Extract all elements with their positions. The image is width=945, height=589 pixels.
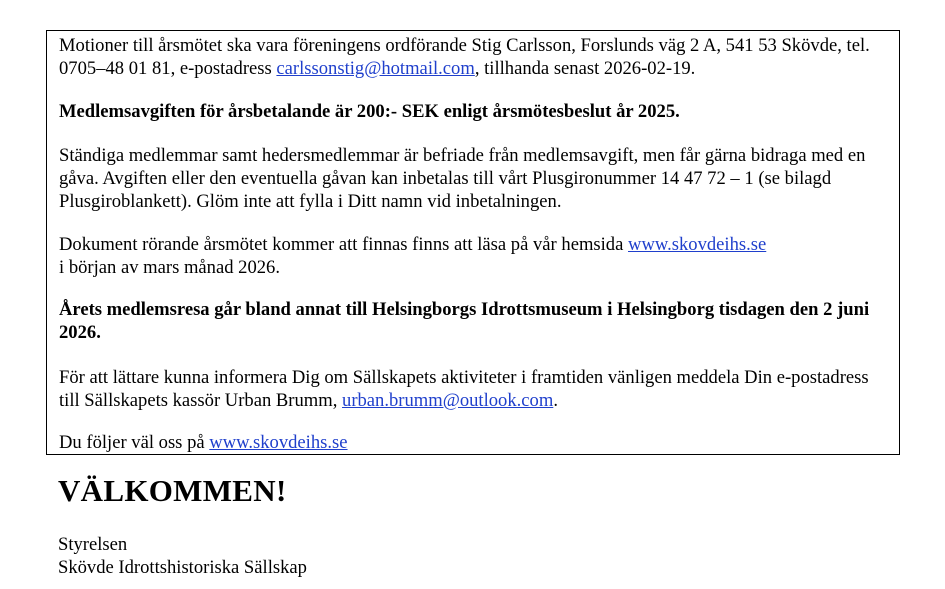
follow-website-link[interactable]: www.skovdeihs.se bbox=[209, 432, 348, 453]
signature-board: Styrelsen bbox=[58, 534, 128, 555]
documents-paragraph bbox=[59, 233, 889, 279]
documents-date-text: i början av mars månad 2026. bbox=[59, 257, 281, 278]
follow-paragraph bbox=[59, 431, 889, 454]
welcome-heading: VÄLKOMMEN! bbox=[58, 473, 287, 508]
documents-text: Dokument rörande årsmötet kommer att finnas finns att läsa på vår hemsida bbox=[59, 234, 629, 255]
email-request-paragraph bbox=[59, 366, 889, 412]
member-trip-paragraph: Årets medlemsresa går bland annat till Helsingborgs Idrottsmuseum i Helsingborg tisdagen den 2 juni 2026. bbox=[59, 299, 870, 343]
motions-paragraph bbox=[59, 34, 889, 80]
motions-text: Motioner till årsmötet ska vara föreningens ordförande Stig Carlsson, Forslunds väg 2 A, 541 53 Skövde, tel. 0705–48 01 81, e-postadress bbox=[59, 35, 870, 79]
treasurer-email-link[interactable]: urban.brumm@outlook.com bbox=[342, 390, 554, 411]
signature-society: Skövde Idrottshistoriska Sällskap bbox=[58, 557, 307, 578]
chairman-email-link[interactable]: carlssonstig@hotmail.com bbox=[276, 58, 475, 79]
email-request-text: För att lättare kunna informera Dig om Sällskapets aktiviteter i framtiden vänligen meddela Din e-postadress till Sällskapets kassör Urban Brumm, bbox=[59, 367, 869, 411]
website-link[interactable]: www.skovdeihs.se bbox=[628, 234, 767, 255]
follow-text: Du följer väl oss på bbox=[59, 432, 210, 453]
membership-fee-paragraph: Medlemsavgiften för årsbetalande är 200:- SEK enligt årsmötesbeslut år 2025. bbox=[59, 101, 680, 122]
motions-deadline-text: , tillhanda senast 2026-02-19. bbox=[474, 58, 696, 79]
notice-box bbox=[46, 30, 900, 455]
honorary-members-paragraph: Ständiga medlemmar samt hedersmedlemmar är befriade från medlemsavgift, men får gärna bidraga med en gåva. Avgiften eller den eventuella gåvan kan inbetalas till vårt Plusgironummer 14 47 72 – 1 (se bilagd Plusgiroblankett). Glöm inte att fylla i Ditt namn vid inbetalningen. bbox=[59, 145, 866, 212]
email-request-end: . bbox=[553, 390, 558, 411]
